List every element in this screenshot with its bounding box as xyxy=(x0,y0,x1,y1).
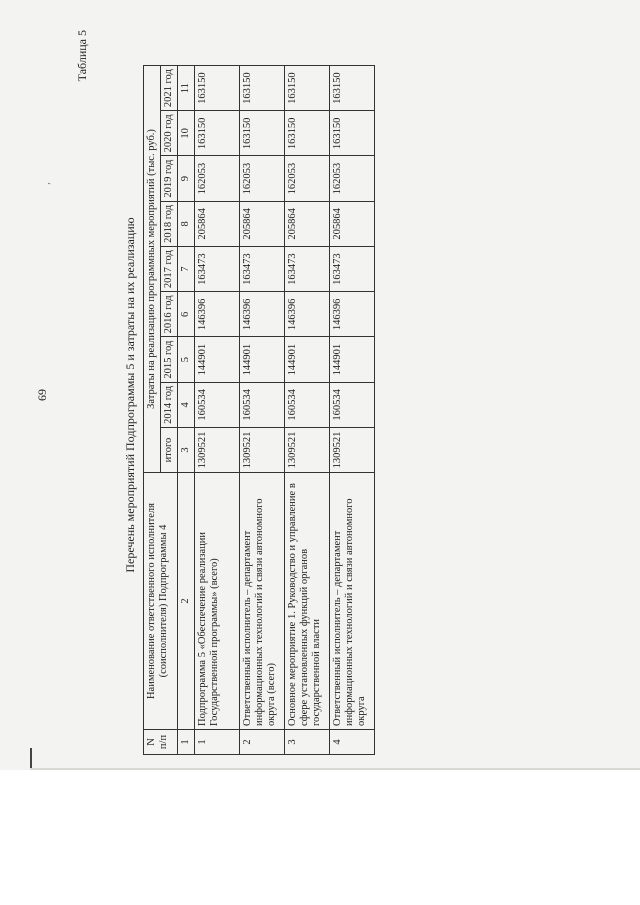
row-no: 4 xyxy=(330,730,375,755)
index-cell: 5 xyxy=(178,337,195,382)
scan-bottom-border xyxy=(30,768,640,770)
row-value: 163150 xyxy=(285,66,330,111)
scan-edge-line xyxy=(30,748,32,770)
index-cell: 7 xyxy=(178,247,195,292)
row-name: Подпрограмма 5 «Обеспечение реализации Государственной программы» (всего) xyxy=(195,473,240,730)
table-caption: Перечень мероприятий Подпрограммы 5 и затраты на их реализацию xyxy=(123,217,137,573)
row-value: 146396 xyxy=(195,292,240,337)
header-year: 2014 год xyxy=(161,382,178,427)
row-value: 163473 xyxy=(330,247,375,292)
row-value: 163150 xyxy=(330,66,375,111)
table-row xyxy=(285,66,330,755)
row-total: 1309521 xyxy=(285,428,330,473)
row-value: 205864 xyxy=(330,201,375,246)
row-total: 1309521 xyxy=(195,428,240,473)
row-no: 2 xyxy=(240,730,285,755)
row-name: Ответственный исполнитель – департамент информационных технологий и связи автономного округа xyxy=(330,473,375,730)
row-no: 1 xyxy=(195,730,240,755)
index-cell: 3 xyxy=(178,428,195,473)
row-value: 160534 xyxy=(285,382,330,427)
header-year: 2015 год xyxy=(161,337,178,382)
row-value: 144901 xyxy=(330,337,375,382)
row-value: 163473 xyxy=(195,247,240,292)
row-value: 162053 xyxy=(195,156,240,201)
row-name: Основное мероприятие 1. Руководство и управление в сфере установленных функций органов государственной власти xyxy=(285,473,330,730)
index-row xyxy=(178,66,195,755)
header-year: 2016 год xyxy=(161,292,178,337)
scan-mark: , xyxy=(40,182,52,185)
header-year: 2020 год xyxy=(161,111,178,156)
row-value: 146396 xyxy=(240,292,285,337)
row-value: 163150 xyxy=(330,111,375,156)
index-cell: 2 xyxy=(178,473,195,730)
row-value: 205864 xyxy=(285,201,330,246)
row-value: 160534 xyxy=(195,382,240,427)
header-year: 2019 год xyxy=(161,156,178,201)
index-cell: 10 xyxy=(178,111,195,156)
row-value: 146396 xyxy=(330,292,375,337)
page-number: 69 xyxy=(35,389,49,401)
row-name: Ответственный исполнитель – департамент информационных технологий и связи автономного округа (всего) xyxy=(240,473,285,730)
header-year: 2017 год xyxy=(161,247,178,292)
header-no: N п/п xyxy=(144,730,178,755)
table-row xyxy=(195,66,240,755)
row-value: 160534 xyxy=(330,382,375,427)
table-row xyxy=(240,66,285,755)
index-cell: 9 xyxy=(178,156,195,201)
row-value: 160534 xyxy=(240,382,285,427)
header-name: Наименование ответственного исполнителя (соисполнителя) Подпрограммы 4 xyxy=(144,473,178,730)
costs-table xyxy=(143,65,375,755)
row-value: 163150 xyxy=(195,66,240,111)
row-value: 163150 xyxy=(240,111,285,156)
table-label: Таблица 5 xyxy=(75,30,89,82)
row-total: 1309521 xyxy=(240,428,285,473)
row-value: 163473 xyxy=(285,247,330,292)
row-value: 163150 xyxy=(240,66,285,111)
header-row xyxy=(144,66,161,755)
header-costs: Затраты на реализацию программных мероприятий (тыс. руб.) xyxy=(144,66,161,473)
row-value: 146396 xyxy=(285,292,330,337)
row-value: 205864 xyxy=(240,201,285,246)
row-value: 163150 xyxy=(195,111,240,156)
index-cell: 4 xyxy=(178,382,195,427)
index-cell: 6 xyxy=(178,292,195,337)
row-total: 1309521 xyxy=(330,428,375,473)
row-value: 144901 xyxy=(240,337,285,382)
row-value: 205864 xyxy=(195,201,240,246)
row-value: 144901 xyxy=(285,337,330,382)
rotated-page-content xyxy=(35,30,635,760)
header-year: 2021 год xyxy=(161,66,178,111)
header-year: 2018 год xyxy=(161,201,178,246)
row-value: 162053 xyxy=(330,156,375,201)
index-cell: 11 xyxy=(178,66,195,111)
row-value: 162053 xyxy=(285,156,330,201)
row-value: 163150 xyxy=(285,111,330,156)
row-value: 163473 xyxy=(240,247,285,292)
table-row xyxy=(330,66,375,755)
row-value: 162053 xyxy=(240,156,285,201)
header-total: итого xyxy=(161,428,178,473)
index-cell: 8 xyxy=(178,201,195,246)
row-no: 3 xyxy=(285,730,330,755)
index-cell: 1 xyxy=(178,730,195,755)
row-value: 144901 xyxy=(195,337,240,382)
